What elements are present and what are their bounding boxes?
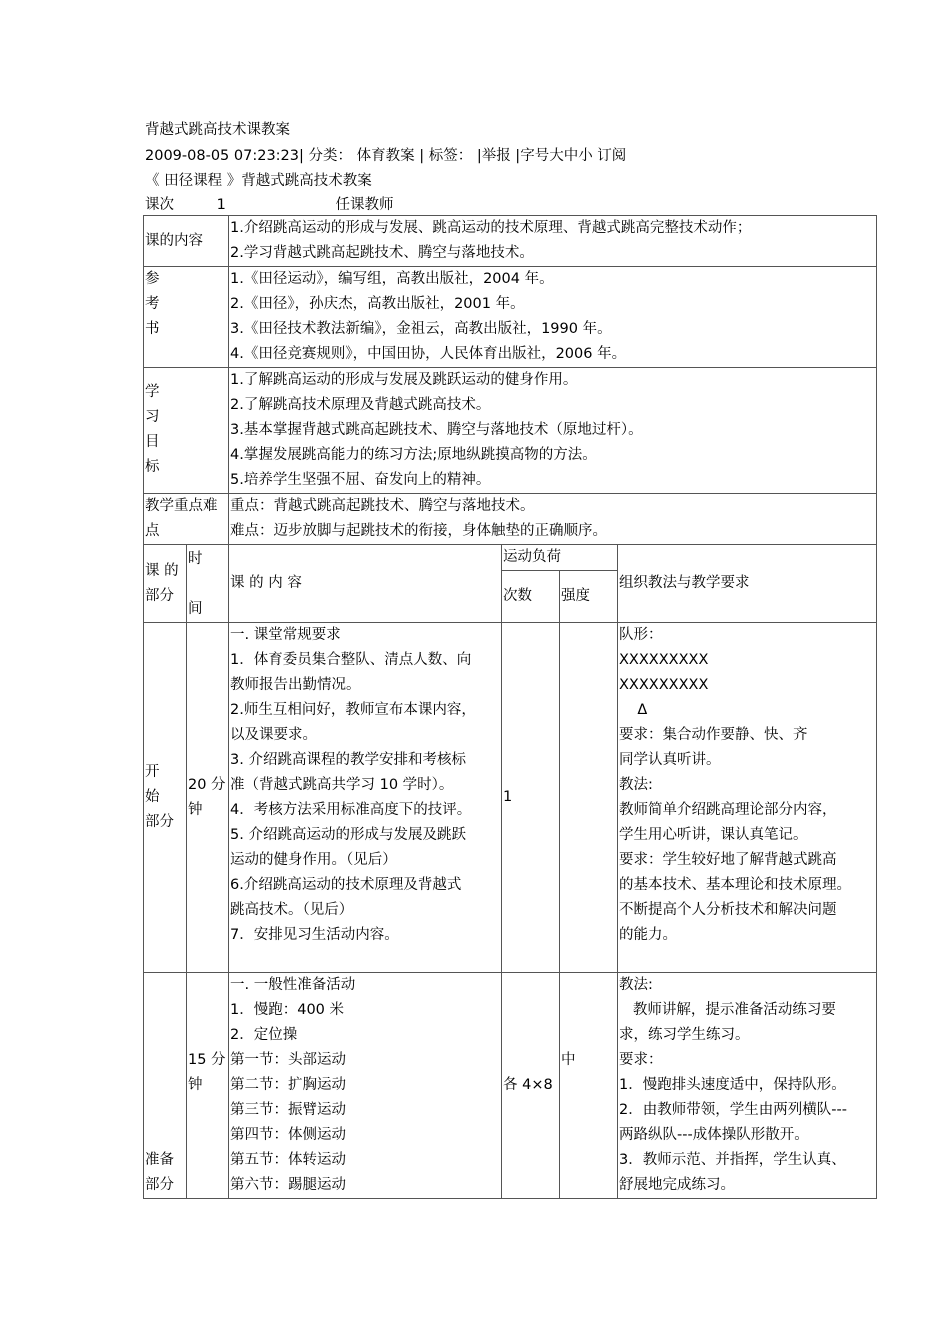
section-warmup-method	[618, 973, 877, 1199]
content-item: 第三节：振臂运动	[230, 1102, 346, 1118]
references-cell	[229, 267, 877, 368]
content-row	[144, 216, 877, 267]
difficult-point: 难点：迈步放脚与起跳技术的衔接，身体触垫的正确顺序。	[230, 523, 607, 539]
content-label: 课的内容	[144, 216, 229, 267]
session-value: 1	[216, 197, 226, 213]
content-item: 7．安排见习生活动内容。	[230, 927, 399, 943]
objective-item: 3.基本掌握背越式跳高起跳技术、腾空与落地技术（原地过杆）。	[230, 422, 643, 438]
content-item: 2.师生互相问好，教师宣布本课内容，	[230, 702, 476, 718]
objectives-cell	[229, 368, 877, 494]
objective-item: 4.掌握发展跳高能力的练习方法;原地纵跳摸高物的方法。	[230, 447, 597, 463]
section-start-time: 20 分 钟	[187, 623, 229, 973]
method-item: 1．慢跑排头速度适中，保持队形。	[619, 1077, 846, 1093]
method-item: 的能力。	[619, 927, 677, 943]
section-warmup-time: 15 分 钟	[187, 973, 229, 1199]
section-start-method	[618, 623, 877, 973]
section-start-row	[144, 623, 877, 973]
method-item: 同学认真听讲。	[619, 752, 721, 768]
section-warmup-content	[229, 973, 502, 1199]
content-item: 第四节：体侧运动	[230, 1127, 346, 1143]
content-item: 第五节：体转运动	[230, 1152, 346, 1168]
content-item: 一. 一般性准备活动	[230, 977, 356, 993]
key-points-cell	[229, 494, 877, 545]
formation-row: XXXXXXXXX	[619, 677, 709, 693]
content-item: 第六节：踢腿运动	[230, 1177, 346, 1193]
method-item: 舒展地完成练习。	[619, 1177, 735, 1193]
section-warmup-count: 各 4×8	[502, 973, 560, 1199]
content-item: 6.介绍跳高运动的技术原理及背越式	[230, 877, 462, 893]
objective-item: 1.了解跳高运动的形成与发展及跳跃运动的健身作用。	[230, 372, 578, 388]
objective-item: 5.培养学生坚强不屈、奋发向上的精神。	[230, 472, 491, 488]
col-content-header: 课 的 内 容	[229, 545, 502, 623]
method-item: 教师简单介绍跳高理论部分内容，	[619, 802, 837, 818]
content-item: 4．考核方法采用标准高度下的技评。	[230, 802, 472, 818]
references-row	[144, 267, 877, 368]
method-item: 要求：学生较好地了解背越式跳高	[619, 852, 837, 868]
content-item: 1．体育委员集合整队、清点人数、向	[230, 652, 472, 668]
method-item: 不断提高个人分析技术和解决问题	[619, 902, 837, 918]
col-load-header: 运动负荷	[502, 545, 618, 571]
lesson-plan-table	[143, 215, 877, 1199]
content-item: 一. 课堂常规要求	[230, 627, 341, 643]
method-item: 2．由教师带领，学生由两列横队---	[619, 1102, 847, 1118]
col-part-header: 课 的 部分	[144, 545, 187, 623]
col-time-header: 时 间	[187, 545, 229, 623]
session-row	[145, 193, 393, 214]
col-method-header: 组织教法与教学要求	[618, 545, 877, 623]
content-item: 1．慢跑：400 米	[230, 1002, 345, 1018]
key-points-row	[144, 494, 877, 545]
method-item: 教法:	[619, 777, 653, 793]
doc-meta: 2009-08-05 07:23:23| 分类： 体育教案 | 标签： |举报 |字号大中小 订阅	[145, 148, 627, 164]
doc-title: 背越式跳高技术课教案	[145, 122, 290, 138]
course-title: 《 田径课程 》背越式跳高技术教案	[145, 173, 372, 189]
method-item: 队形：	[619, 627, 663, 643]
reference-item: 2.《田径》，孙庆杰，高教出版社，2001 年。	[230, 296, 525, 312]
method-item: 教法:	[619, 977, 653, 993]
objectives-label: 学 习 目 标	[144, 368, 229, 494]
content-item: 2．定位操	[230, 1027, 298, 1043]
reference-item: 1.《田径运动》，编写组，高教出版社，2004 年。	[230, 271, 554, 287]
method-item: 学生用心听讲，课认真笔记。	[619, 827, 808, 843]
reference-item: 3.《田径技术教法新编》，金祖云，高教出版社，1990 年。	[230, 321, 612, 337]
teacher-marker: Δ	[619, 702, 648, 718]
key-point: 重点：背越式跳高起跳技术、腾空与落地技术。	[230, 498, 535, 514]
reference-item: 4.《田径竞赛规则》，中国田协，人民体育出版社，2006 年。	[230, 346, 627, 362]
method-item: 教师讲解，提示准备活动练习要	[619, 1002, 836, 1018]
section-start-count: 1	[502, 623, 560, 973]
method-item: 要求：集合动作要静、快、齐	[619, 727, 808, 743]
content-item: 跳高技术。（见后）	[230, 902, 354, 918]
section-start-content	[229, 623, 502, 973]
col-count-header: 次数	[502, 571, 560, 623]
content-item: 准（背越式跳高共学习 10 学时）。	[230, 777, 454, 793]
content-item: 3. 介绍跳高课程的教学安排和考核标	[230, 752, 466, 768]
objective-item: 2.了解跳高技术原理及背越式跳高技术。	[230, 397, 491, 413]
method-item: 的基本技术、基本理论和技术原理。	[619, 877, 851, 893]
formation-row: XXXXXXXXX	[619, 652, 709, 668]
column-header-row	[144, 545, 877, 571]
content-item: 运动的健身作用。（见后）	[230, 852, 397, 868]
section-start-intensity	[560, 623, 618, 973]
section-warmup-intensity: 中	[560, 973, 618, 1199]
method-item: 求，练习学生练习。	[619, 1027, 750, 1043]
method-item: 要求：	[619, 1052, 663, 1068]
col-intensity-header: 强度	[560, 571, 618, 623]
content-cell	[229, 216, 877, 267]
teacher-label: 任课教师	[335, 197, 394, 213]
content-item: 第二节：扩胸运动	[230, 1077, 346, 1093]
content-line: 2.学习背越式跳高起跳技术、腾空与落地技术。	[230, 245, 534, 261]
key-points-label: 教学重点难 点	[144, 494, 229, 545]
section-start-part: 开 始 部分	[144, 623, 187, 973]
content-item: 教师报告出勤情况。	[230, 677, 361, 693]
content-line: 1.介绍跳高运动的形成与发展、跳高运动的技术原理、背越式跳高完整技术动作；	[230, 220, 752, 236]
section-warmup-row	[144, 973, 877, 1199]
content-item: 以及课要求。	[230, 727, 317, 743]
content-item: 5. 介绍跳高运动的形成与发展及跳跃	[230, 827, 466, 843]
method-item: 两路纵队---成体操队形散开。	[619, 1127, 809, 1143]
content-item: 第一节：头部运动	[230, 1052, 346, 1068]
objectives-row	[144, 368, 877, 494]
references-label: 参 考 书	[144, 267, 229, 368]
session-label: 课次	[145, 197, 174, 213]
section-warmup-part: 准备 部分	[144, 973, 187, 1199]
method-item: 3．教师示范、并指挥，学生认真、	[619, 1152, 846, 1168]
